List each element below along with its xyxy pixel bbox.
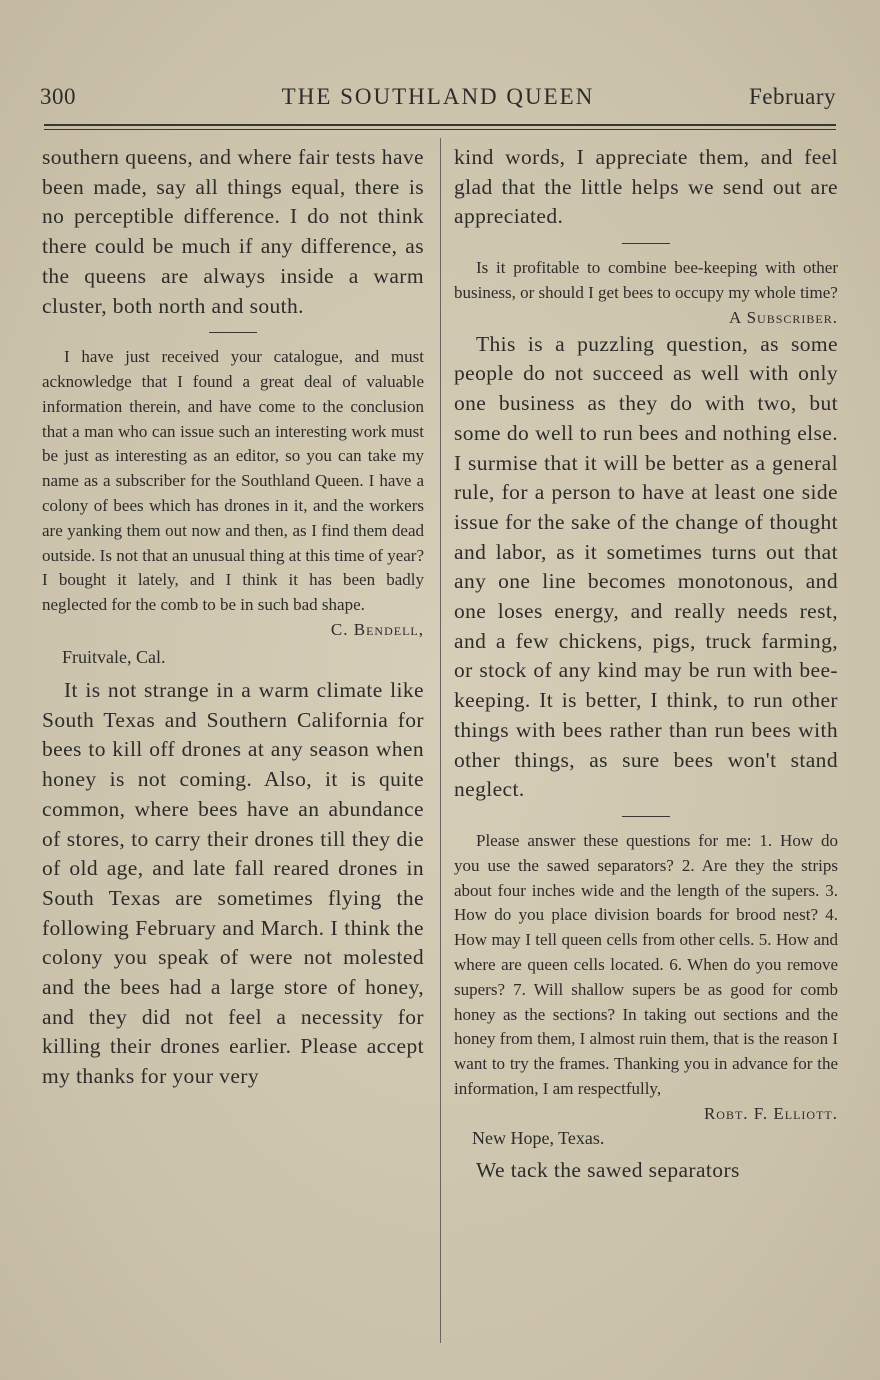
left-column [42, 143, 424, 1092]
header-rule-thin [44, 129, 836, 130]
editor-reply-drones: It is not strange in a warm climate like South Texas and Southern California for bees to kill off drones at any season when honey is not coming. Also, it is quite common, where bees have an abundance of stores, to carry their drones till they die of old age, and late fall reared drones in South Texas are sometimes flying the following February and March. I think the colony you speak of were not molested and the bees had a large store of honey, and they did not feel a necessity for killing their drones earlier. Please accept my thanks for your very [42, 677, 424, 1089]
letter-place-new-hope: New Hope, Texas. [472, 1127, 605, 1148]
column-divider [440, 138, 441, 1343]
paragraph-southern-queens: southern queens, and where fair tests have been made, say all things equal, there is no perceptible difference. I do not think there could be much if any difference, as the queens are always inside a warm cluster, both north and south. [42, 145, 424, 318]
question-signature-subscriber: A Subscriber. [729, 307, 838, 327]
header-rule-thick [44, 124, 836, 126]
section-separator [622, 243, 670, 244]
reader-letter-elliott: Please answer these questions for me: 1. How do you use the sawed separators? 2. Are they the strips about four inches wide and the length of the supers. 3. How do you place division boards for brood nest? 4. How may I tell queen cells from other cells. 5. How and where are queen cells located. 6. When do you remove supers? 7. Will shallow supers be as good for comb honey as the sections? In taking out sections and the honey from them, I almost ruin them, that is the reason I want to try the frames. Thanking you in advance for the information, I am respectfully, [454, 830, 838, 1098]
editor-answer-side-issue: This is a puzzling question, as some people do not succeed as well with only one business as they do with two, but some do well to run bees and nothing else. I surmise that it will be better as a general rule, for a person to have at least one side issue for the sake of the change of thought and labor, as it sometimes turns out that any one line becomes monotonous, and one loses energy, and really needs rest, and a few chickens, pigs, truck farming, or stock of any kind may be run with bee-keeping. It is better, I think, to run other things with bees rather than run bees with other things, as sure bees won't stand neglect. [454, 331, 838, 802]
issue-month: February [748, 84, 836, 109]
paragraph-kind-words: kind words, I appreciate them, and feel glad that the little helps we send out are appreciated. [454, 145, 838, 229]
section-separator [622, 816, 670, 817]
letter-signature-elliott: Robt. F. Elliott. [703, 1103, 838, 1123]
publication-title: THE SOUTHLAND QUEEN [281, 84, 595, 109]
editor-reply-separators: We tack the sawed separators [476, 1157, 740, 1182]
letter-signature-bendell: C. Bendell, [330, 619, 424, 639]
reader-question-subscriber: Is it profitable to combine bee-keeping with other business, or should I get bees to occupy my whole time? [454, 258, 838, 302]
section-separator [209, 332, 257, 333]
letter-place-fruitvale: Fruitvale, Cal. [62, 646, 166, 667]
page-number: 300 [40, 84, 76, 109]
reader-letter-bendell: I have just received your catalogue, and must acknowledge that I found a great deal of valuable information therein, and have come to the conclusion that a man who can issue such an interesting work must be just as interesting as an editor, so you can take my name as a subscriber for the Southland Queen. I have a colony of bees which has drones in it, and the workers are yanking them out now and then, as I find them dead outside. Is not that an unusual thing at this time of year? I bought it lately, and I think it has been badly neglected for the comb to be in such bad shape. [42, 347, 424, 615]
right-column [454, 143, 838, 1185]
page-header [40, 82, 836, 118]
